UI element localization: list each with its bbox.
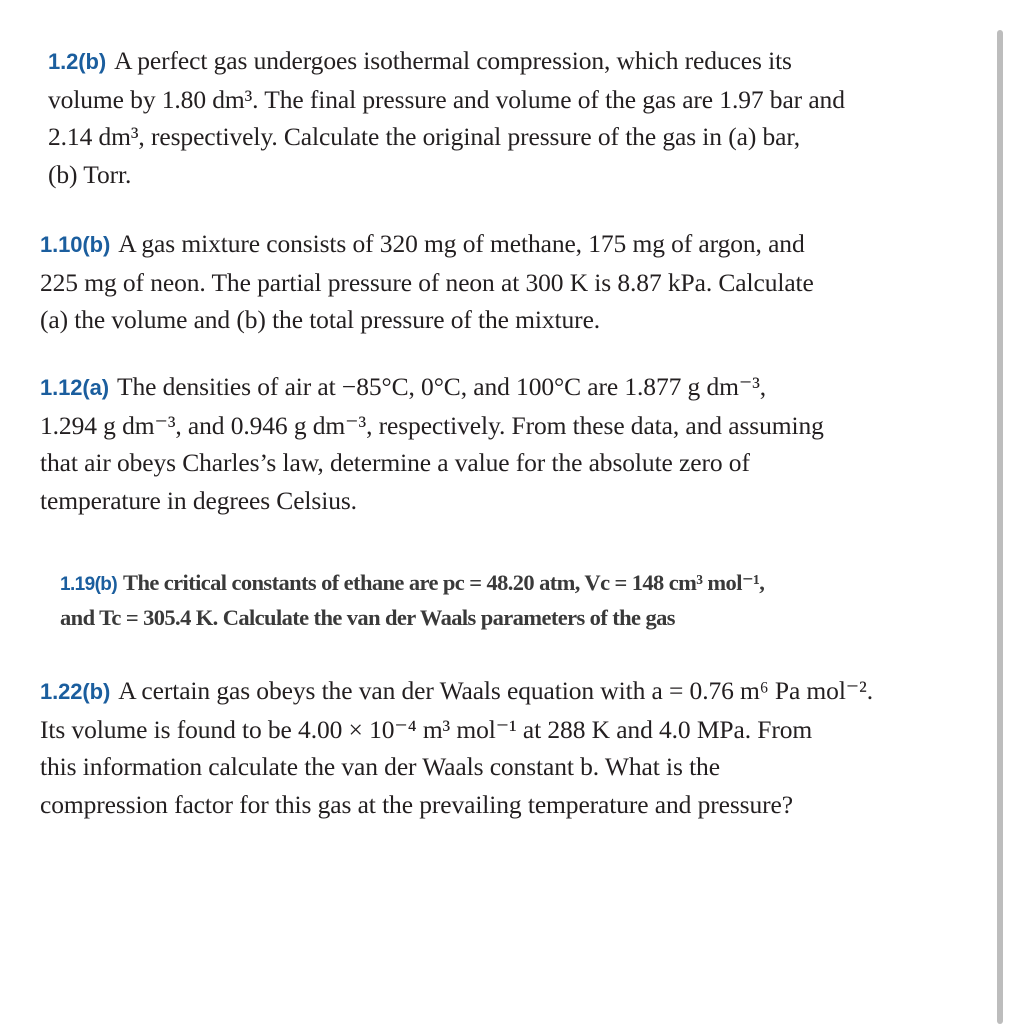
problem-line xyxy=(40,672,873,711)
problem-number: 1.19(b) xyxy=(60,574,118,595)
problem-1-2b xyxy=(48,42,845,193)
problem-number: 1.22(b) xyxy=(40,679,111,704)
problem-line xyxy=(48,42,845,81)
problem-text: A certain gas obeys the van der Waals equation with a = 0.76 m⁶ Pa mol⁻². xyxy=(118,676,873,705)
problem-text: A gas mixture consists of 320 mg of methane, 175 mg of argon, and xyxy=(118,229,805,258)
problem-1-22b xyxy=(40,672,873,823)
problem-1-19b xyxy=(60,566,764,634)
problem-line: compression factor for this gas at the prevailing temperature and pressure? xyxy=(40,789,793,819)
problem-line: (a) the volume and (b) the total pressure of the mixture. xyxy=(40,305,601,334)
problem-text: The densities of air at −85°C, 0°C, and 100°C are 1.877 g dm⁻³, xyxy=(117,372,767,401)
problem-line: and Tc = 305.4 K. Calculate the van der Waals parameters of the gas xyxy=(60,605,675,630)
problem-number: 1.12(a) xyxy=(40,375,110,400)
problem-line: Its volume is found to be 4.00 × 10⁻⁴ m³ mol⁻¹ at 288 K and 4.0 MPa. From xyxy=(40,714,813,744)
scrollbar[interactable] xyxy=(997,30,1003,1024)
problem-line: this information calculate the van der Waals constant b. What is the xyxy=(40,752,720,781)
problem-line: temperature in degrees Celsius. xyxy=(40,485,357,515)
problem-text: A perfect gas undergoes isothermal compression, which reduces its xyxy=(114,46,792,75)
problem-line: volume by 1.80 dm³. The final pressure and volume of the gas are 1.97 bar and xyxy=(48,84,845,114)
problem-line xyxy=(60,566,764,601)
problem-line: that air obeys Charles’s law, determine a value for the absolute zero of xyxy=(40,448,750,477)
problem-number: 1.10(b) xyxy=(40,232,111,257)
problem-1-12a xyxy=(40,368,824,519)
problem-line: (b) Torr. xyxy=(48,159,132,189)
problem-line xyxy=(40,225,814,264)
problem-line: 1.294 g dm⁻³, and 0.946 g dm⁻³, respectively. From these data, and assuming xyxy=(40,410,824,440)
problem-line: 2.14 dm³, respectively. Calculate the original pressure of the gas in (a) bar, xyxy=(48,122,800,151)
problem-line xyxy=(40,368,824,407)
problem-line: 225 mg of neon. The partial pressure of neon at 300 K is 8.87 kPa. Calculate xyxy=(40,267,814,297)
problem-number: 1.2(b) xyxy=(48,49,107,74)
problem-1-10b xyxy=(40,225,814,339)
problem-text: The critical constants of ethane are pc = 48.20 atm, Vc = 148 cm³ mol⁻¹, xyxy=(123,570,765,595)
